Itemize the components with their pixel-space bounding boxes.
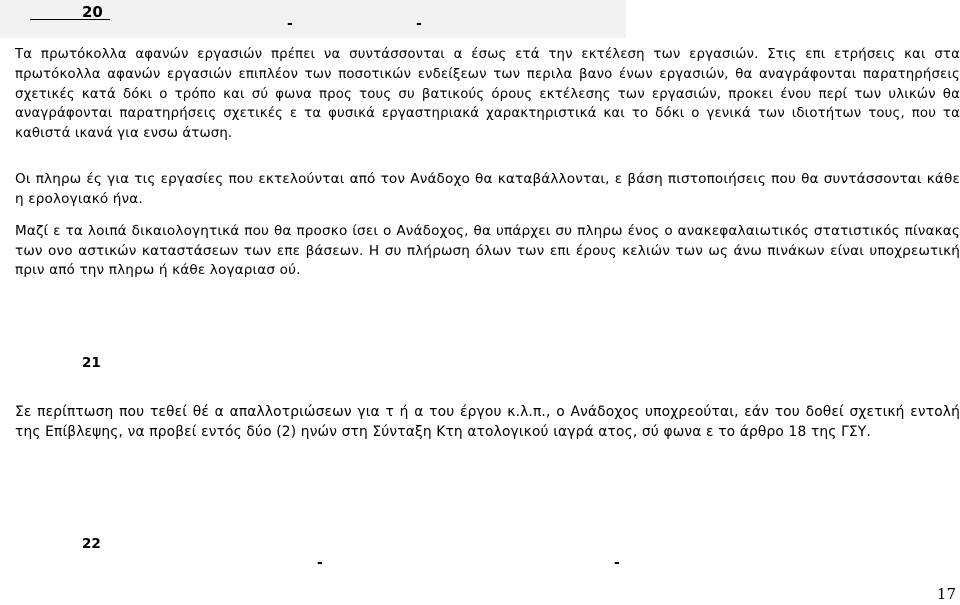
heading-dash-left: - (287, 16, 293, 32)
paragraph-statistical-table: Μαζί ε τα λοιπά δικαιολογητικά που θα προσκο ίσει ο Ανάδοχος, θα υπάρχει συ πληρω ένος ο ανακεφαλαιωτικός στατιστικός πίνακας των ονο αστικών καταστάσεων των επε βάσεων. Η συ πλήρωση όλων των επι έρους κελιών των ως άνω πινάκων είναι υποχρεωτική πριν από την πληρω ή κάθε λογαριασ ού. (15, 223, 960, 279)
page-number: 17 (936, 585, 956, 603)
heading-dash-right: - (416, 16, 422, 32)
section-22-number: 22 (82, 536, 101, 552)
paragraph-hidden-works-protocols: Τα πρωτόκολλα αφανών εργασιών πρέπει να συντάσσονται α έσως ετά την εκτέλεση των εργασιών. Στις επι ετρήσεις και στα πρωτόκολλα αφανών εργασιών επιπλέον των ποσοτικών ενδείξεων των περιλα βανο ένων εργασιών, θα αναγράφονται παρατηρήσεις σχετικές κατά δόκι ο τρόπο και σύ φωνα προς τους συ βατικούς όρους εκτέλεσης των εργασιών, προκει ένου περί των υλικών θα αναγράφονται παρατηρήσεις σχετικές ε τα φυσικά εργαστηριακά χαρακτηριστικά και το δόκι ο γενικά των ιδιοτήτων τους, που τα καθιστά ικανά για ενσω άτωση. (15, 47, 960, 142)
paragraph-payments: Οι πληρω ές για τις εργασίες που εκτελούνται από τον Ανάδοχο θα καταβάλλονται, ε βάση πιστοποιήσεις που θα συντάσσονται κάθε η ερολογιακό ήνα. (15, 171, 960, 207)
section-21-number: 21 (82, 355, 101, 371)
section-20-heading-bar (0, 0, 626, 38)
section-22-dash-left: - (317, 555, 323, 571)
paragraph-expropriations: Σε περίπτωση που τεθεί θέ α απαλλοτριώσεων για τ ή α του έργου κ.λ.π., ο Ανάδοχος υποχρεούται, εάν του δοθεί σχετική εντολή της Επίβλεψης, να προβεί εντός δύο (2) ηνών στη Σύνταξη Κτη ατολογικού ιαγρά ατος, σύ φωνα ε το άρθρο 18 της ΓΣΥ. (15, 404, 960, 440)
section-22-dash-right: - (614, 555, 620, 571)
section-20-number: 20 (82, 3, 103, 21)
